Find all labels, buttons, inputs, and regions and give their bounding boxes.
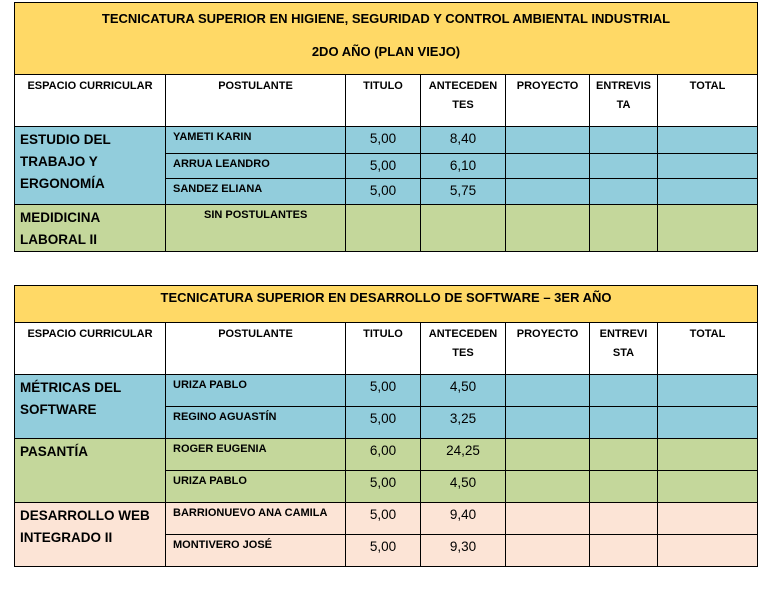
postulante-cell: YAMETI KARIN: [166, 127, 346, 154]
titulo-cell: 5,00: [346, 179, 421, 205]
header-entrevista: [590, 75, 658, 127]
entrevista-cell: [590, 503, 658, 535]
total-cell: [658, 127, 758, 154]
header-antecedentes-1: ANTECEDEN: [428, 80, 498, 92]
proyecto-cell: [506, 407, 590, 439]
postulante-cell: REGINO AGUASTÍN: [166, 407, 346, 439]
header-entrevista-2: STA: [612, 347, 635, 359]
table-title: [15, 3, 758, 75]
proyecto-cell: [506, 154, 590, 179]
table-row: [15, 375, 758, 407]
entrevista-cell: [590, 154, 658, 179]
header-entrevista-1: ENTREVIS: [595, 80, 651, 92]
table-title: [15, 286, 758, 323]
postulante-cell: BARRIONUEVO ANA CAMILA: [166, 503, 346, 535]
header-espacio-curricular: ESPACIO CURRICULAR: [15, 323, 166, 375]
table-row: [15, 503, 758, 535]
entrevista-cell: [590, 407, 658, 439]
proyecto-cell: [506, 471, 590, 503]
titulo-cell: 5,00: [346, 127, 421, 154]
header-postulante: POSTULANTE: [166, 323, 346, 375]
header-proyecto: PROYECTO: [506, 75, 590, 127]
header-entrevista-2: TA: [616, 99, 631, 111]
total-cell: [658, 154, 758, 179]
total-cell: [658, 375, 758, 407]
table-row: [15, 127, 758, 154]
header-entrevista-1: ENTREVI: [599, 328, 648, 340]
antecedentes-cell: 9,40: [421, 503, 506, 535]
header-postulante: POSTULANTE: [166, 75, 346, 127]
proyecto-cell: [506, 439, 590, 471]
antecedentes-cell: 4,50: [421, 375, 506, 407]
header-espacio-curricular: ESPACIO CURRICULAR: [15, 75, 166, 127]
espacio-curricular-cell: MEDIDICINA LABORAL II: [15, 205, 166, 252]
espacio-curricular-cell: PASANTÍA: [15, 439, 166, 503]
titulo-cell: 5,00: [346, 407, 421, 439]
titulo-cell: 6,00: [346, 439, 421, 471]
header-antecedentes-2: TES: [452, 99, 474, 111]
total-cell: [658, 439, 758, 471]
antecedentes-cell: 3,25: [421, 407, 506, 439]
postulante-cell: MONTIVERO JOSÉ: [166, 535, 346, 567]
titulo-cell: 5,00: [346, 503, 421, 535]
postulante-cell: URIZA PABLO: [166, 375, 346, 407]
header-total: TOTAL: [658, 75, 758, 127]
postulante-cell: URIZA PABLO: [166, 471, 346, 503]
titulo-cell: 5,00: [346, 471, 421, 503]
total-cell: [658, 535, 758, 567]
header-titulo: TITULO: [346, 75, 421, 127]
postulante-cell: SANDEZ ELIANA: [166, 179, 346, 205]
table-row: [15, 439, 758, 471]
antecedentes-cell: 24,25: [421, 439, 506, 471]
entrevista-cell: [590, 205, 658, 252]
table-higiene-seguridad: [14, 2, 758, 252]
postulante-cell: SIN POSTULANTES: [166, 205, 346, 252]
header-proyecto: PROYECTO: [506, 323, 590, 375]
antecedentes-cell: 6,10: [421, 154, 506, 179]
antecedentes-cell: 8,40: [421, 127, 506, 154]
entrevista-cell: [590, 535, 658, 567]
titulo-cell: 5,00: [346, 375, 421, 407]
entrevista-cell: [590, 439, 658, 471]
header-entrevista: [590, 323, 658, 375]
total-cell: [658, 503, 758, 535]
proyecto-cell: [506, 205, 590, 252]
proyecto-cell: [506, 503, 590, 535]
entrevista-cell: [590, 127, 658, 154]
proyecto-cell: [506, 179, 590, 205]
title-line: TECNICATURA SUPERIOR EN DESARROLLO DE SOFTWARE – 3ER AÑO: [160, 290, 612, 305]
total-cell: [658, 205, 758, 252]
table-row: [15, 205, 758, 252]
antecedentes-cell: 9,30: [421, 535, 506, 567]
total-cell: [658, 407, 758, 439]
antecedentes-cell: 4,50: [421, 471, 506, 503]
entrevista-cell: [590, 179, 658, 205]
antecedentes-cell: 5,75: [421, 179, 506, 205]
header-antecedentes-2: TES: [452, 347, 474, 359]
entrevista-cell: [590, 471, 658, 503]
header-antecedentes: [421, 75, 506, 127]
postulante-cell: ARRUA LEANDRO: [166, 154, 346, 179]
proyecto-cell: [506, 535, 590, 567]
header-total: TOTAL: [658, 323, 758, 375]
table-desarrollo-software: [14, 285, 758, 567]
header-antecedentes: [421, 323, 506, 375]
total-cell: [658, 179, 758, 205]
espacio-curricular-cell: ESTUDIO DEL TRABAJO Y ERGONOMÍA: [15, 127, 166, 205]
titulo-cell: [346, 205, 421, 252]
title-line-1: TECNICATURA SUPERIOR EN HIGIENE, SEGURIDAD Y CONTROL AMBIENTAL INDUSTRIAL: [101, 11, 671, 26]
header-antecedentes-1: ANTECEDEN: [428, 328, 498, 340]
proyecto-cell: [506, 127, 590, 154]
header-titulo: TITULO: [346, 323, 421, 375]
titulo-cell: 5,00: [346, 154, 421, 179]
total-cell: [658, 471, 758, 503]
espacio-curricular-cell: MÉTRICAS DEL SOFTWARE: [15, 375, 166, 439]
entrevista-cell: [590, 375, 658, 407]
postulante-cell: ROGER EUGENIA: [166, 439, 346, 471]
espacio-curricular-cell: DESARROLLO WEB INTEGRADO II: [15, 503, 166, 567]
title-line-2: 2DO AÑO (PLAN VIEJO): [311, 44, 461, 59]
proyecto-cell: [506, 375, 590, 407]
titulo-cell: 5,00: [346, 535, 421, 567]
antecedentes-cell: [421, 205, 506, 252]
